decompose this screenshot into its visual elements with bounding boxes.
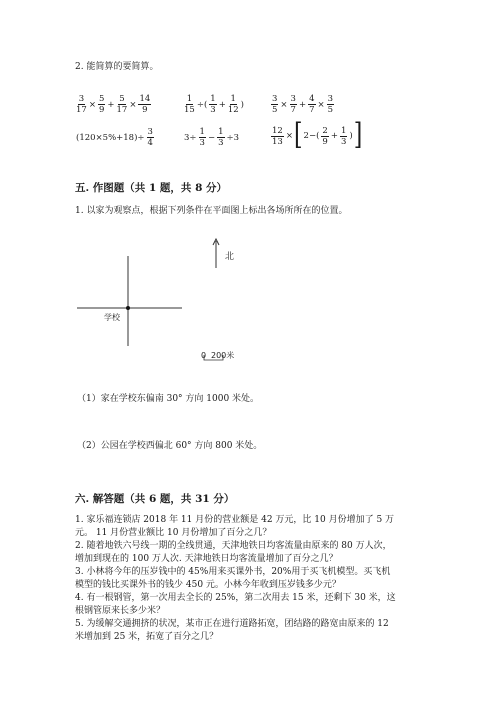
fraction: $\frac{5}{17}$ [116, 94, 128, 115]
question-line: 模型的钱比买课外书的钱少 450 元。小林今年收到压岁钱多少元？ [75, 580, 341, 590]
scale-label: 200米 [211, 351, 235, 360]
fraction: $\frac{12}{13}$ [272, 125, 283, 147]
expression-3: $\frac{3}{5}$ × $\frac{3}{7}$ + $\frac{4}{7}$ × $\frac{3}{5}$ [272, 94, 334, 115]
section-title: 六. 解答题（共 6 题，共 31 分） [75, 493, 235, 505]
fraction: $\frac{3}{7}$ [290, 94, 296, 115]
question-line: 5. 为缓解交通拥挤的状况，某市正在进行道路拓宽，团结路的路宽由原来的 12 [75, 619, 389, 629]
fraction: $\frac{1}{3}$ [218, 127, 224, 148]
scale-zero: 0 [201, 351, 207, 360]
school-point [126, 306, 130, 310]
question-line: 米增加到 25 米，拓宽了百分之几？ [75, 632, 219, 642]
fraction: $\frac{2}{9}$ [322, 125, 328, 147]
expression-6: $\frac{12}{13}$ × [ 2−( $\frac{2}{9}$ + $\frac{1}{3}$ ) ] [272, 118, 363, 153]
question-line: 根钢管原来长多少米？ [75, 606, 166, 616]
north-arrowhead [213, 239, 219, 245]
sub-question-2: （2）公园在学校西偏北 60° 方向 800 米处。 [77, 441, 263, 451]
fraction: $\frac{5}{9}$ [98, 94, 105, 115]
fraction: $\frac{3}{17}$ [76, 94, 87, 115]
question-line: 3. 小林将今年的压岁钱中的 45%用来买课外书，20%用于买飞机模型。买飞机 [75, 567, 391, 577]
expression-5: 3÷ $\frac{1}{3}$ − $\frac{1}{3}$ ÷3 [184, 127, 240, 148]
sub-question-1: （1）家在学校东偏南 30° 方向 1000 米处。 [77, 394, 260, 404]
question-line: 元。 11 月份营业额比 10 月份增加了百分之几？ [75, 528, 272, 538]
fraction: $\frac{1}{3}$ [199, 127, 205, 148]
scale-bar [204, 355, 223, 360]
fraction: $\frac{3}{4}$ [147, 127, 153, 148]
subsection-heading: 2. 能简算的要简算。 [75, 62, 159, 72]
fraction: $\frac{1}{15}$ [184, 94, 195, 115]
expression-2: $\frac{1}{15}$ ÷( $\frac{1}{3}$ + $\frac{1}{12}$ ) [184, 94, 244, 115]
expression-1: $\frac{3}{17}$ × $\frac{5}{9}$ + $\frac{5}{17}$ × $\frac{14}{9}$ [76, 94, 151, 115]
question-line: 增加到现在的 100 万人次. 天津地铁日均客流量增加了百分之几？ [75, 554, 338, 564]
section-title: 五. 作图题（共 1 题，共 8 分） [75, 182, 228, 194]
question-line: 1. 家乐福连锁店 2018 年 11 月份的营业额是 42 万元，比 10 月份增加了 5 万 [75, 515, 395, 525]
fraction: $\frac{4}{7}$ [309, 94, 315, 115]
north-label: 北 [225, 252, 235, 262]
fraction: $\frac{3}{5}$ [327, 94, 334, 115]
fraction: $\frac{1}{3}$ [340, 125, 347, 147]
question-text: 1. 以家为观察点，根据下列条件在平面图上标出各场所所在的位置。 [75, 206, 348, 216]
school-label: 学校 [104, 313, 120, 322]
fraction: $\frac{1}{12}$ [227, 94, 239, 115]
question-line: 2. 随着地铁六号线一期的全线贯通，天津地铁日均客流量由原来的 80 万人次， [75, 541, 392, 551]
question-line: 4. 有一根钢管，第一次用去全长的 25%，第二次用去 15 米，还剩下 30 米，这 [75, 593, 396, 603]
fraction: $\frac{14}{9}$ [139, 94, 151, 115]
expression-4: (120×5%+18)÷ $\frac{3}{4}$ [76, 127, 153, 148]
fraction: $\frac{3}{5}$ [272, 94, 278, 115]
fraction: $\frac{1}{3}$ [210, 94, 216, 115]
